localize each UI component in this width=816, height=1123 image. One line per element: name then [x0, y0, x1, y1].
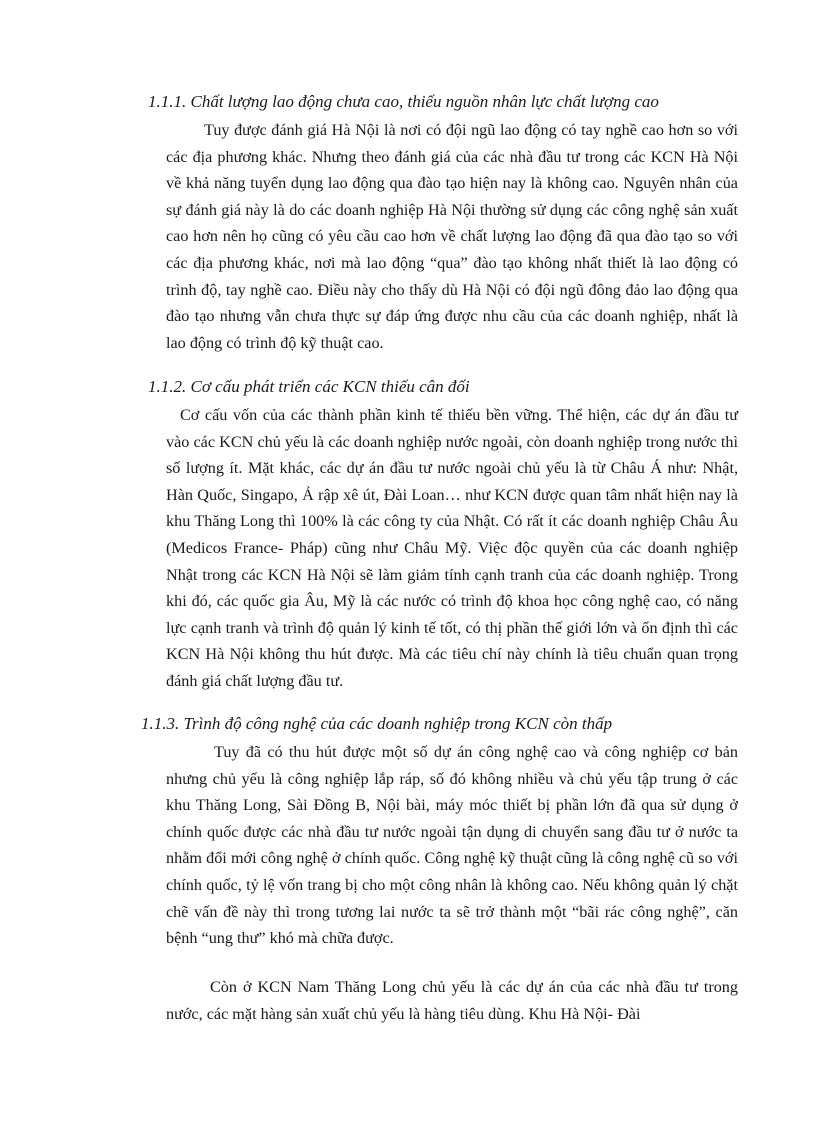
section-heading-1-1-3: 1.1.3. Trình độ công nghệ của các doanh nghiệp trong KCN còn thấp: [141, 714, 613, 733]
section-heading-1-1-2: 1.1.2. Cơ cấu phát triển các KCN thiếu cân đối: [148, 377, 470, 396]
paragraph-kcn-structure: Cơ cấu vốn của các thành phần kinh tế thiếu bền vững. Thể hiện, các dự án đầu tư vào các KCN chủ yếu là các doanh nghiệp nước ngoài, còn doanh nghiệp trong nước thì số lượng ít. Mặt khác, các dự án đầu tư nước ngoài chủ yếu là từ Châu Á như: Nhật, Hàn Quốc, Singapo, Ả rập xê út, Đài Loan… như KCN được quan tâm nhất hiện nay là khu Thăng Long thì 100% là các công ty của Nhật. Có rất ít các doanh nghiệp Châu Âu (Medicos France- Pháp) cũng như Châu Mỹ. Việc độc quyền của các doanh nghiệp Nhật trong các KCN Hà Nội sẽ làm giảm tính cạnh tranh của các doanh nghiệp. Trong khi đó, các quốc gia Âu, Mỹ là các nước có trình độ khoa học công nghệ cao, có năng lực cạnh tranh và trình độ quản lý kinh tế tốt, có thị phần thế giới lớn và ổn định thì các KCN Hà Nội không thu hút được. Mà các tiêu chí này chính là tiêu chuẩn quan trọng đánh giá chất lượng đầu tư.: [166, 406, 738, 690]
paragraph-technology-level: Tuy đã có thu hút được một số dự án công nghệ cao và công nghiệp cơ bản nhưng chủ yếu là công nghiệp lắp ráp, số đó không nhiều và chủ yếu tập trung ở các khu Thăng Long, Sài Đồng B, Nội bài, máy móc thiết bị phần lớn đã qua sử dụng ở chính quốc được các nhà đầu tư nước ngoài tận dụng di chuyển sang đầu tư ở nước ta nhằm đổi mới công nghệ ở chính quốc. Công nghệ kỹ thuật cũng là công nghệ cũ so với chính quốc, tỷ lệ vốn trang bị cho một công nhân là không cao. Nếu không quản lý chặt chẽ vấn đề này thì trong tương lai nước ta sẽ trở thành một “bãi rác công nghệ”, căn bệnh “ung thư” khó mà chữa được.: [166, 743, 738, 948]
paragraph-labor-quality: Tuy được đánh giá Hà Nội là nơi có đội ngũ lao động có tay nghề cao hơn so với các địa phương khác. Nhưng theo đánh giá của các nhà đầu tư trong các KCN Hà Nội về khả năng tuyển dụng lao động qua đào tạo hiện nay là không cao. Nguyên nhân của sự đánh giá này là do các doanh nghiệp Hà Nội thường sử dụng các công nghệ sản xuất cao hơn nên họ cũng có yêu cầu cao hơn về chất lượng lao động đã qua đào tạo so với các địa phương khác, nơi mà lao động “qua” đào tạo không nhất thiết là lao động có trình độ, tay nghề cao. Điều này cho thấy dù Hà Nội có đội ngũ đông đảo lao động qua đào tạo nhưng vẫn chưa thực sự đáp ứng được nhu cầu của các doanh nghiệp, nhất là lao động có trình độ kỹ thuật cao.: [166, 121, 738, 352]
section-heading-1-1-1: 1.1.1. Chất lượng lao động chưa cao, thiếu nguồn nhân lực chất lượng cao: [148, 92, 659, 111]
paragraph-nam-thang-long: Còn ở KCN Nam Thăng Long chủ yếu là các dự án của các nhà đầu tư trong nước, các mặt hàng sản xuất chủ yếu là hàng tiêu dùng. Khu Hà Nội- Đài: [166, 978, 738, 1023]
